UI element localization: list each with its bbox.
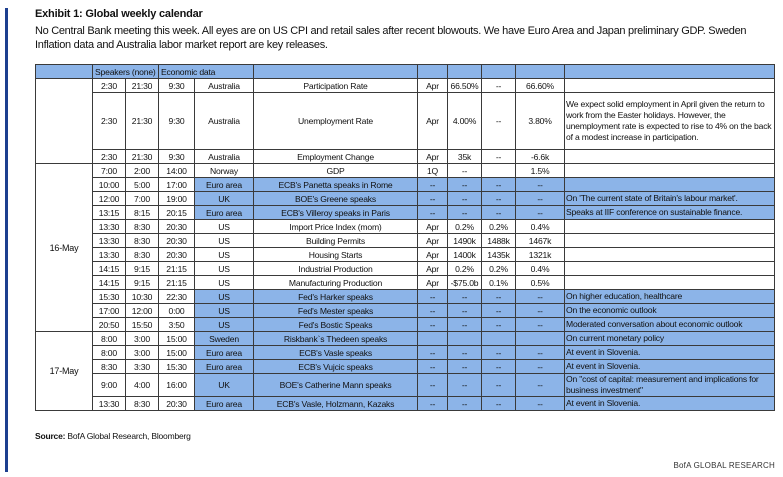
comment-cell <box>565 150 775 164</box>
region-cell: Euro area <box>195 178 254 192</box>
period-cell: -- <box>418 290 448 304</box>
prior-cell: -- <box>516 374 565 397</box>
consensus-cell: -- <box>482 206 516 220</box>
time-newyork: 8:30 <box>126 248 159 262</box>
prior-cell: -- <box>516 206 565 220</box>
time-london: 9:00 <box>93 374 126 397</box>
period-cell: 1Q <box>418 164 448 178</box>
table-row <box>36 164 775 178</box>
region-cell: Australia <box>195 93 254 150</box>
consensus-cell: -- <box>482 346 516 360</box>
comment-cell <box>565 248 775 262</box>
header-blank <box>418 65 448 79</box>
time-tokyo: 14:00 <box>159 164 195 178</box>
region-cell: US <box>195 276 254 290</box>
time-tokyo: 22:30 <box>159 290 195 304</box>
consensus-cell: -- <box>482 192 516 206</box>
forecast-cell: -- <box>448 360 482 374</box>
forecast-cell: -- <box>448 304 482 318</box>
time-london: 14:15 <box>93 276 126 290</box>
header-speakers: Speakers (none) <box>93 65 159 79</box>
consensus-cell: 1488k <box>482 234 516 248</box>
header-blank <box>448 65 482 79</box>
comment-cell: We expect solid employment in April given the return to work from the Easter holidays. However, the unemployment rate is expected to rise to 4% on the back of a modest increase in participation. <box>565 93 775 150</box>
forecast-cell: 35k <box>448 150 482 164</box>
time-tokyo: 21:15 <box>159 276 195 290</box>
region-cell: UK <box>195 374 254 397</box>
region-cell: Euro area <box>195 206 254 220</box>
date-cell: 16-May <box>36 164 93 332</box>
time-london: 8:00 <box>93 346 126 360</box>
time-london: 15:30 <box>93 290 126 304</box>
event-cell: Participation Rate <box>254 79 418 93</box>
time-london: 7:00 <box>93 164 126 178</box>
period-cell: -- <box>418 206 448 220</box>
comment-cell: At event in Slovenia. <box>565 397 775 411</box>
table-row <box>36 192 775 206</box>
forecast-cell: -- <box>448 318 482 332</box>
consensus-cell: 1435k <box>482 248 516 262</box>
event-cell: Fed's Harker speaks <box>254 290 418 304</box>
time-newyork: 15:50 <box>126 318 159 332</box>
time-tokyo: 20:30 <box>159 248 195 262</box>
region-cell: Australia <box>195 150 254 164</box>
time-tokyo: 0:00 <box>159 304 195 318</box>
table-row <box>36 332 775 346</box>
table-row <box>36 374 775 397</box>
event-cell: Manufacturing Production <box>254 276 418 290</box>
period-cell: Apr <box>418 262 448 276</box>
prior-cell: -- <box>516 346 565 360</box>
forecast-cell: 0.2% <box>448 262 482 276</box>
region-cell: Sweden <box>195 332 254 346</box>
comment-cell: On "cost of capital: measurement and implications for business investment" <box>565 374 775 397</box>
prior-cell: -- <box>516 304 565 318</box>
prior-cell: -- <box>516 178 565 192</box>
region-cell: US <box>195 262 254 276</box>
comment-cell: On 'The current state of Britain's labour market'. <box>565 192 775 206</box>
time-tokyo: 15:00 <box>159 346 195 360</box>
time-newyork: 12:00 <box>126 304 159 318</box>
period-cell: -- <box>418 318 448 332</box>
period-cell: Apr <box>418 150 448 164</box>
comment-cell: On the economic outlook <box>565 304 775 318</box>
comment-cell: Moderated conversation about economic outlook <box>565 318 775 332</box>
event-cell: ECB's Villeroy speaks in Paris <box>254 206 418 220</box>
period-cell: -- <box>418 178 448 192</box>
time-newyork: 21:30 <box>126 79 159 93</box>
brand-footer: BofA GLOBAL RESEARCH <box>673 461 775 470</box>
time-newyork: 8:30 <box>126 220 159 234</box>
comment-cell <box>565 234 775 248</box>
time-newyork: 21:30 <box>126 150 159 164</box>
period-cell: Apr <box>418 79 448 93</box>
exhibit-title: Exhibit 1: Global weekly calendar <box>35 8 203 20</box>
comment-cell: On higher education, healthcare <box>565 290 775 304</box>
header-blank <box>482 65 516 79</box>
period-cell: -- <box>418 397 448 411</box>
comment-cell <box>565 164 775 178</box>
table-row <box>36 178 775 192</box>
prior-cell <box>516 332 565 346</box>
consensus-cell: -- <box>482 304 516 318</box>
prior-cell: 0.5% <box>516 276 565 290</box>
table-row <box>36 79 775 93</box>
period-cell: Apr <box>418 93 448 150</box>
time-newyork: 4:00 <box>126 374 159 397</box>
time-london: 10:00 <box>93 178 126 192</box>
region-cell: US <box>195 304 254 318</box>
prior-cell: -6.6k <box>516 150 565 164</box>
time-tokyo: 15:00 <box>159 332 195 346</box>
time-newyork: 9:15 <box>126 262 159 276</box>
consensus-cell: -- <box>482 178 516 192</box>
time-tokyo: 20:30 <box>159 397 195 411</box>
time-newyork: 8:30 <box>126 397 159 411</box>
forecast-cell: -$75.0b <box>448 276 482 290</box>
time-newyork: 21:30 <box>126 93 159 150</box>
table-row <box>36 93 775 150</box>
forecast-cell: 66.50% <box>448 79 482 93</box>
time-tokyo: 21:15 <box>159 262 195 276</box>
region-cell: US <box>195 234 254 248</box>
region-cell: UK <box>195 192 254 206</box>
time-newyork: 7:00 <box>126 192 159 206</box>
region-cell: US <box>195 290 254 304</box>
consensus-cell: -- <box>482 397 516 411</box>
region-cell: Euro area <box>195 360 254 374</box>
time-london: 12:00 <box>93 192 126 206</box>
table-row <box>36 318 775 332</box>
comment-cell <box>565 178 775 192</box>
forecast-cell: -- <box>448 178 482 192</box>
prior-cell: -- <box>516 397 565 411</box>
table-header-row <box>36 65 775 79</box>
table-row <box>36 248 775 262</box>
consensus-cell: -- <box>482 93 516 150</box>
time-tokyo: 3:50 <box>159 318 195 332</box>
table-row <box>36 234 775 248</box>
event-cell: ECB's Panetta speaks in Rome <box>254 178 418 192</box>
time-london: 2:30 <box>93 93 126 150</box>
table-row <box>36 206 775 220</box>
time-london: 8:00 <box>93 332 126 346</box>
time-tokyo: 20:30 <box>159 220 195 234</box>
event-cell: Import Price Index (mom) <box>254 220 418 234</box>
time-london: 13:30 <box>93 248 126 262</box>
time-newyork: 8:15 <box>126 206 159 220</box>
time-tokyo: 19:00 <box>159 192 195 206</box>
region-cell: Norway <box>195 164 254 178</box>
exhibit-subtitle: No Central Bank meeting this week. All eyes are on US CPI and retail sales after recent blowouts. We have Euro Area and Japan preliminary GDP. Sweden Inflation data and Australia labor market report are key releases. <box>35 25 747 51</box>
consensus-cell: 0.2% <box>482 220 516 234</box>
consensus-cell: 0.1% <box>482 276 516 290</box>
prior-cell: 0.4% <box>516 220 565 234</box>
table-row <box>36 304 775 318</box>
time-tokyo: 9:30 <box>159 93 195 150</box>
region-cell: US <box>195 248 254 262</box>
comment-cell <box>565 220 775 234</box>
source-note: Source: BofA Global Research, Bloomberg <box>35 431 191 441</box>
forecast-cell: 0.2% <box>448 220 482 234</box>
event-cell: BOE's Greene speaks <box>254 192 418 206</box>
time-tokyo: 9:30 <box>159 150 195 164</box>
event-cell: ECB's Vasle, Holzmann, Kazaks <box>254 397 418 411</box>
event-cell: ECB's Vasle speaks <box>254 346 418 360</box>
forecast-cell: -- <box>448 164 482 178</box>
time-newyork: 2:00 <box>126 164 159 178</box>
table-row <box>36 290 775 304</box>
region-cell: Euro area <box>195 397 254 411</box>
event-cell: Fed's Mester speaks <box>254 304 418 318</box>
period-cell: Apr <box>418 248 448 262</box>
consensus-cell <box>482 332 516 346</box>
time-london: 13:30 <box>93 397 126 411</box>
forecast-cell: -- <box>448 206 482 220</box>
consensus-cell: -- <box>482 79 516 93</box>
table-row <box>36 262 775 276</box>
header-date <box>36 65 93 79</box>
consensus-cell: -- <box>482 374 516 397</box>
region-cell: Euro area <box>195 346 254 360</box>
time-newyork: 5:00 <box>126 178 159 192</box>
header-economic-data: Economic data <box>159 65 254 79</box>
time-newyork: 10:30 <box>126 290 159 304</box>
region-cell: Australia <box>195 79 254 93</box>
consensus-cell: -- <box>482 150 516 164</box>
event-cell: Riskbank`s Thedeen speaks <box>254 332 418 346</box>
time-tokyo: 15:30 <box>159 360 195 374</box>
forecast-cell: 1490k <box>448 234 482 248</box>
consensus-cell: -- <box>482 360 516 374</box>
event-cell: GDP <box>254 164 418 178</box>
period-cell: -- <box>418 360 448 374</box>
period-cell: -- <box>418 304 448 318</box>
event-cell: Unemployment Rate <box>254 93 418 150</box>
time-london: 2:30 <box>93 150 126 164</box>
comment-cell <box>565 262 775 276</box>
prior-cell: -- <box>516 290 565 304</box>
consensus-cell <box>482 164 516 178</box>
prior-cell: -- <box>516 318 565 332</box>
comment-cell: Speaks at IIF conference on sustainable finance. <box>565 206 775 220</box>
event-cell: Housing Starts <box>254 248 418 262</box>
comment-cell: At event in Slovenia. <box>565 360 775 374</box>
period-cell: Apr <box>418 276 448 290</box>
event-cell: ECB's Vujcic speaks <box>254 360 418 374</box>
region-cell: US <box>195 318 254 332</box>
time-london: 8:30 <box>93 360 126 374</box>
forecast-cell: -- <box>448 374 482 397</box>
header-blank <box>516 65 565 79</box>
consensus-cell: -- <box>482 318 516 332</box>
prior-cell: 66.60% <box>516 79 565 93</box>
forecast-cell: 4.00% <box>448 93 482 150</box>
time-newyork: 3:30 <box>126 360 159 374</box>
table-row <box>36 397 775 411</box>
prior-cell: 1467k <box>516 234 565 248</box>
comment-cell: At event in Slovenia. <box>565 346 775 360</box>
time-london: 20:50 <box>93 318 126 332</box>
table-row <box>36 360 775 374</box>
event-cell: Fed's Bostic Speaks <box>254 318 418 332</box>
event-cell: Employment Change <box>254 150 418 164</box>
period-cell: -- <box>418 192 448 206</box>
table-row <box>36 276 775 290</box>
time-newyork: 3:00 <box>126 332 159 346</box>
time-newyork: 9:15 <box>126 276 159 290</box>
consensus-cell: -- <box>482 290 516 304</box>
event-cell: Industrial Production <box>254 262 418 276</box>
period-cell: Apr <box>418 220 448 234</box>
header-blank <box>565 65 775 79</box>
prior-cell: -- <box>516 360 565 374</box>
time-tokyo: 9:30 <box>159 79 195 93</box>
period-cell: -- <box>418 346 448 360</box>
time-tokyo: 20:15 <box>159 206 195 220</box>
consensus-cell: 0.2% <box>482 262 516 276</box>
prior-cell: 1321k <box>516 248 565 262</box>
date-cell: 17-May <box>36 332 93 411</box>
time-tokyo: 16:00 <box>159 374 195 397</box>
comment-cell: On current monetary policy <box>565 332 775 346</box>
forecast-cell: -- <box>448 290 482 304</box>
prior-cell: 3.80% <box>516 93 565 150</box>
table-row <box>36 220 775 234</box>
forecast-cell: 1400k <box>448 248 482 262</box>
forecast-cell: -- <box>448 397 482 411</box>
time-london: 13:30 <box>93 220 126 234</box>
table-row <box>36 346 775 360</box>
forecast-cell: -- <box>448 346 482 360</box>
table-row <box>36 150 775 164</box>
prior-cell: 0.4% <box>516 262 565 276</box>
period-cell <box>418 332 448 346</box>
time-london: 14:15 <box>93 262 126 276</box>
forecast-cell: -- <box>448 192 482 206</box>
time-london: 13:30 <box>93 234 126 248</box>
prior-cell: 1.5% <box>516 164 565 178</box>
calendar-table <box>35 64 775 411</box>
comment-cell <box>565 79 775 93</box>
header-blank <box>254 65 418 79</box>
event-cell: Building Permits <box>254 234 418 248</box>
date-cell <box>36 79 93 164</box>
time-london: 13:15 <box>93 206 126 220</box>
period-cell: Apr <box>418 234 448 248</box>
time-newyork: 3:00 <box>126 346 159 360</box>
event-cell: BOE's Catherine Mann speaks <box>254 374 418 397</box>
comment-cell <box>565 276 775 290</box>
forecast-cell <box>448 332 482 346</box>
time-london: 17:00 <box>93 304 126 318</box>
time-newyork: 8:30 <box>126 234 159 248</box>
region-cell: US <box>195 220 254 234</box>
time-tokyo: 17:00 <box>159 178 195 192</box>
time-tokyo: 20:30 <box>159 234 195 248</box>
accent-bar <box>5 8 8 472</box>
period-cell: -- <box>418 374 448 397</box>
time-london: 2:30 <box>93 79 126 93</box>
prior-cell: -- <box>516 192 565 206</box>
